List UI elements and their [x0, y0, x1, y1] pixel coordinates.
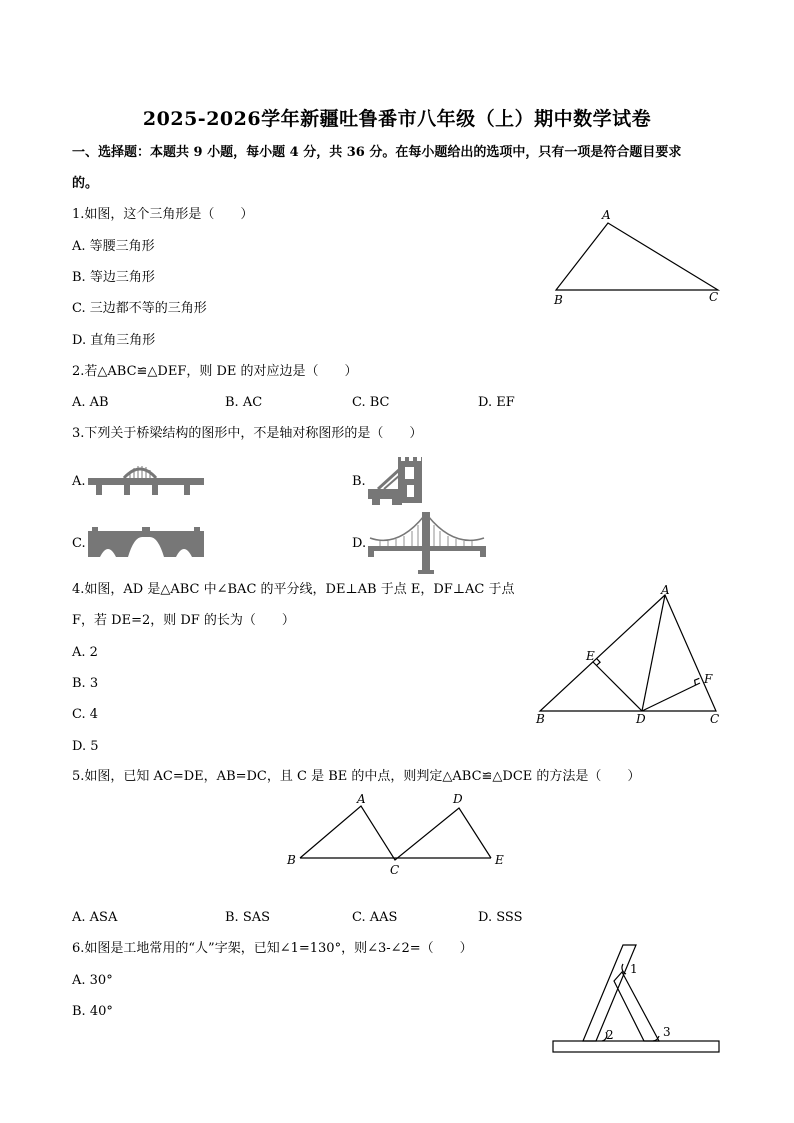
section-heading-cont: 的。 [72, 176, 99, 191]
bridge-a-arch-icon [88, 458, 206, 498]
question-4-option-c[interactable]: C. 4 [72, 707, 99, 722]
question-1-option-a[interactable]: A. 等腰三角形 [72, 239, 155, 254]
label-b: B [554, 293, 563, 307]
label-a: A [357, 792, 366, 806]
angle-1-label: 1 [630, 962, 638, 976]
label-e: E [586, 649, 595, 663]
question-3-option-c[interactable]: C. [72, 536, 86, 551]
question-4-option-b[interactable]: B. 3 [72, 676, 99, 691]
question-5-option-d[interactable]: D. SSS [478, 910, 523, 925]
question-4-option-d[interactable]: D. 5 [72, 739, 99, 754]
label-d: D [636, 712, 646, 726]
question-5-option-b[interactable]: B. SAS [225, 910, 271, 925]
angle-3-label: 3 [663, 1025, 671, 1039]
label-d: D [453, 792, 463, 806]
label-b: B [536, 712, 545, 726]
bridge-b-tower-icon [368, 455, 432, 507]
label-f: F [704, 672, 713, 686]
bridge-d-suspension-icon [368, 510, 486, 576]
question-6-stem: 6.如图是工地常用的“人”字架，已知∠1=130°，则∠3-∠2=（ ） [72, 941, 473, 956]
question-4-stem-cont: F，若 DE=2，则 DF 的长为（ ） [72, 613, 295, 628]
page-title: 2025-2026学年新疆吐鲁番市八年级（上）期中数学试卷 [142, 108, 652, 130]
section-heading: 一、选择题：本题共 9 小题，每小题 4 分，共 36 分。在每小题给出的选项中，只有一项是符合题目要求 [72, 145, 682, 160]
angle-2-label: 2 [606, 1028, 614, 1042]
question-6-frame-figure [550, 940, 722, 1058]
question-3-stem: 3.下列关于桥梁结构的图形中，不是轴对称图形的是（ ） [72, 426, 423, 441]
bridge-c-arches-icon [88, 527, 206, 559]
label-c: C [709, 290, 719, 304]
label-b: B [287, 853, 296, 867]
question-2-option-a[interactable]: A. AB [72, 395, 109, 410]
question-1-option-d[interactable]: D. 直角三角形 [72, 333, 156, 348]
label-e: E [495, 853, 504, 867]
question-3-option-a[interactable]: A. [72, 474, 86, 489]
question-2-option-c[interactable]: C. BC [352, 395, 390, 410]
question-4-stem: 4.如图，AD 是△ABC 中∠BAC 的平分线，DE⊥AB 于点 E，DF⊥AC 于点 [72, 582, 515, 597]
question-2-option-d[interactable]: D. EF [478, 395, 515, 410]
label-c: C [390, 863, 400, 877]
question-6-option-a[interactable]: A. 30° [72, 973, 113, 988]
question-1-option-c[interactable]: C. 三边都不等的三角形 [72, 301, 207, 316]
question-3-option-b[interactable]: B. [352, 474, 366, 489]
label-a: A [661, 583, 670, 597]
question-2-stem: 2.若△ABC≌△DEF，则 DE 的对应边是（ ） [72, 364, 358, 379]
question-4-option-a[interactable]: A. 2 [72, 645, 98, 660]
label-a: A [602, 208, 611, 222]
question-1-option-b[interactable]: B. 等边三角形 [72, 270, 155, 285]
question-5-stem: 5.如图，已知 AC=DE，AB=DC，且 C 是 BE 的中点，则判定△ABC≌△DCE 的方法是（ ） [72, 769, 641, 784]
question-1-triangle-figure [545, 205, 730, 310]
question-5-option-a[interactable]: A. ASA [72, 910, 118, 925]
question-5-option-c[interactable]: C. AAS [352, 910, 398, 925]
label-c: C [710, 712, 720, 726]
question-6-option-b[interactable]: B. 40° [72, 1004, 113, 1019]
question-2-option-b[interactable]: B. AC [225, 395, 263, 410]
question-4-triangle-figure [530, 580, 730, 730]
question-3-option-d[interactable]: D. [352, 536, 367, 551]
question-1-stem: 1.如图，这个三角形是（ ） [72, 207, 254, 222]
question-5-triangles-figure [283, 788, 513, 880]
